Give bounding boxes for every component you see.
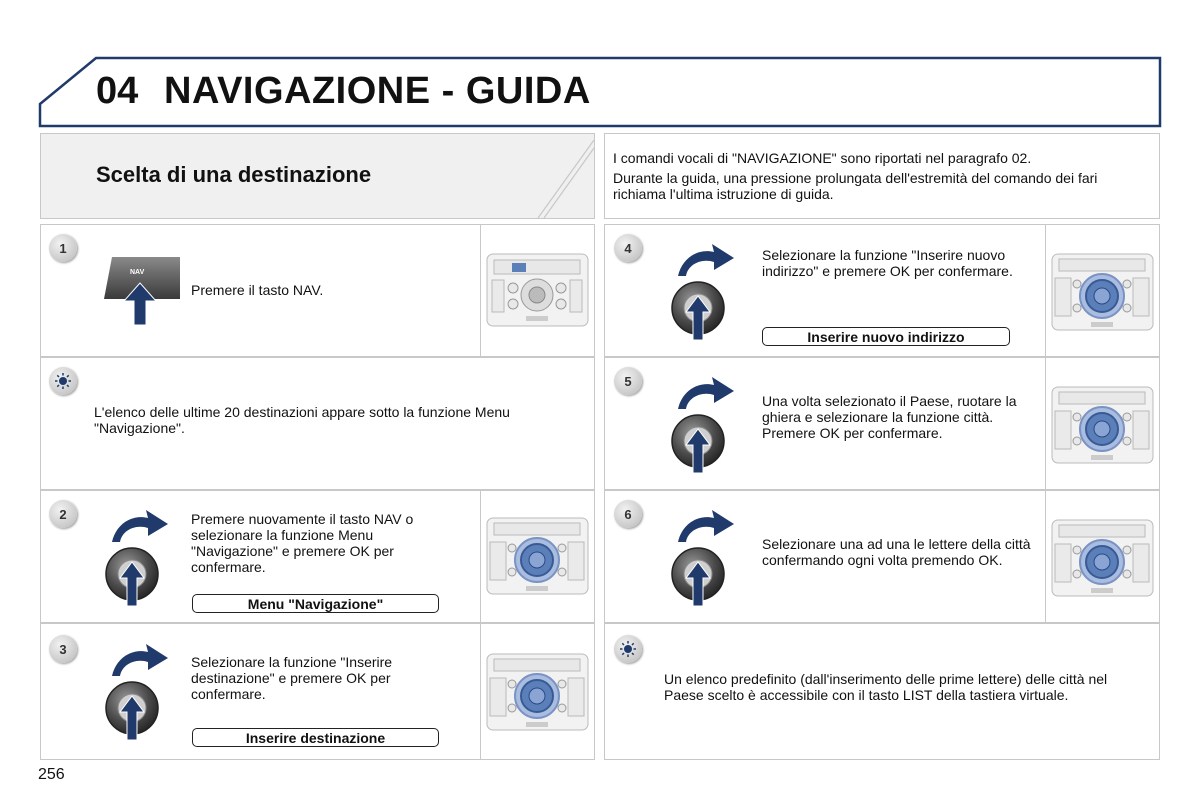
step-1-badge: 1 <box>49 234 77 262</box>
inserire-nuovo-indirizzo-label: Inserire nuovo indirizzo <box>762 327 1010 346</box>
console-dial-thumbnail <box>486 650 589 739</box>
lightbulb-icon <box>54 372 72 390</box>
step-6-text: Selezionare una ad una le lettere della città confermando ogni volta premendo OK. <box>762 536 1031 568</box>
intro-line-1: I comandi vocali di "NAVIGAZIONE" sono riportati nel paragrafo 02. <box>613 150 1032 166</box>
panel-corner-fold <box>520 140 600 220</box>
tip-2-badge <box>614 635 642 663</box>
step-3-divider <box>480 623 481 760</box>
nav-key-label: NAV <box>130 269 145 276</box>
section-subtitle: Scelta di una destinazione <box>96 162 372 187</box>
tip-1-text: L'elenco delle ultime 20 destinazioni appare sotto la funzione Menu "Navigazione". <box>94 404 510 436</box>
tip-1-badge <box>49 367 77 395</box>
step-1-text: Premere il tasto NAV. <box>191 282 324 298</box>
chapter-number: 04 <box>96 70 139 112</box>
page-title: NAVIGAZIONE - GUIDA <box>164 70 591 112</box>
console-dial-thumbnail <box>486 514 589 603</box>
page-number: 256 <box>38 766 65 783</box>
step-4-text: Selezionare la funzione "Inserire nuovo indirizzo" e premere OK per confermare. <box>762 247 1013 279</box>
console-dial-thumbnail <box>1051 383 1154 472</box>
step-1-divider <box>480 224 481 357</box>
step-3-text: Selezionare la funzione "Inserire destinazione" e premere OK per confermare. <box>191 654 393 702</box>
step-6-divider <box>1045 490 1046 623</box>
rotary-dial-icon <box>102 502 178 617</box>
menu-navigazione-label: Menu "Navigazione" <box>192 594 439 613</box>
inserire-destinazione-label: Inserire destinazione <box>192 728 439 747</box>
console-dial-thumbnail <box>1051 250 1154 339</box>
nav-key-icon <box>100 255 182 327</box>
rotary-dial-icon <box>102 636 178 751</box>
step-4-badge: 4 <box>614 234 642 262</box>
step-2-badge: 2 <box>49 500 77 528</box>
step-2-divider <box>480 490 481 623</box>
step-3-badge: 3 <box>49 635 77 663</box>
lightbulb-icon <box>619 640 637 658</box>
step-5-badge: 5 <box>614 367 642 395</box>
rotary-dial-icon <box>668 369 744 484</box>
intro-line-2: Durante la guida, una pressione prolungata dell'estremità del comando dei fari richiama l'ultima istruzione di guida. <box>613 170 1098 202</box>
rotary-dial-icon <box>668 236 744 351</box>
step-5-divider <box>1045 357 1046 490</box>
console-nav-thumbnail <box>486 250 589 330</box>
step-5-text: Una volta selezionato il Paese, ruotare la ghiera e selezionare la funzione città. Premere OK per confermare. <box>762 393 1017 441</box>
step-4-divider <box>1045 224 1046 357</box>
step-6-badge: 6 <box>614 500 642 528</box>
tip-2-text: Un elenco predefinito (dall'inserimento delle prime lettere) delle città nel Paese scelto è accessibile con il tasto LIST della tastiera virtuale. <box>664 671 1108 703</box>
step-2-text: Premere nuovamente il tasto NAV o selezionare la funzione Menu "Navigazione" e premere OK per confermare. <box>191 511 414 575</box>
rotary-dial-icon <box>668 502 744 617</box>
console-dial-thumbnail <box>1051 516 1154 605</box>
